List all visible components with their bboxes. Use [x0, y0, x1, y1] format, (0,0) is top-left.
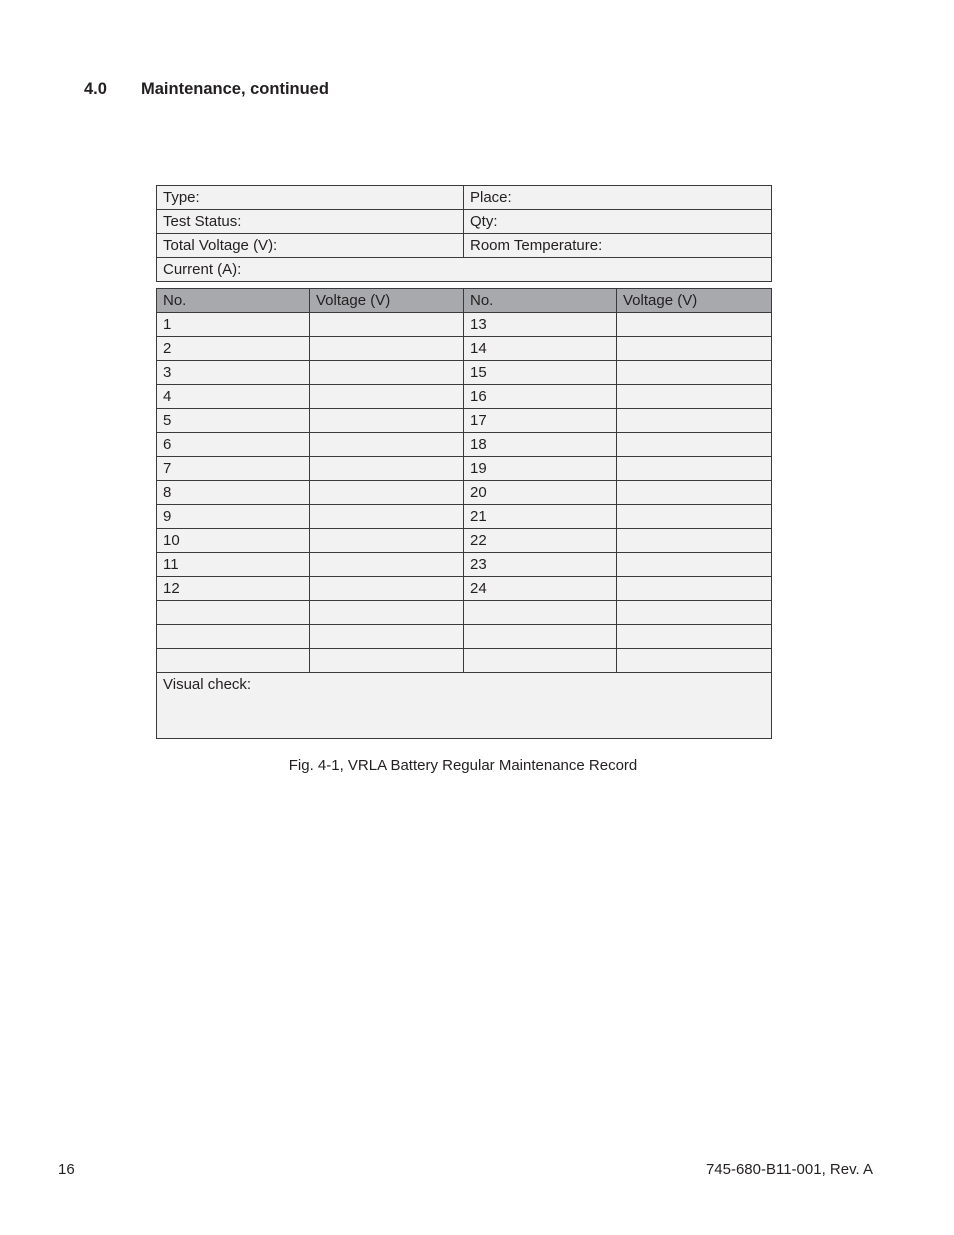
voltage-entry-cell [617, 313, 772, 337]
table-header-row [157, 289, 772, 313]
figure-caption: Fig. 4-1, VRLA Battery Regular Maintenance Record [288, 757, 638, 774]
cell-number: 12 [157, 577, 310, 601]
visual-check-label: Visual check: [157, 673, 772, 739]
cell-number [157, 601, 310, 625]
info-field-label: Place: [464, 186, 772, 210]
voltage-entry-cell [310, 625, 464, 649]
cell-number [157, 625, 310, 649]
voltage-entry-cell [310, 385, 464, 409]
visual-check-row [157, 673, 772, 739]
cell-number: 15 [464, 361, 617, 385]
table-row [157, 649, 772, 673]
voltage-entry-cell [617, 337, 772, 361]
section-heading [84, 80, 329, 99]
cell-number: 24 [464, 577, 617, 601]
table-row [157, 385, 772, 409]
column-header: No. [464, 289, 617, 313]
voltage-entry-cell [617, 385, 772, 409]
cell-number: 5 [157, 409, 310, 433]
cell-number: 16 [464, 385, 617, 409]
cell-number: 13 [464, 313, 617, 337]
table-row [157, 409, 772, 433]
table-row [157, 529, 772, 553]
table-row [157, 553, 772, 577]
info-row [157, 234, 772, 258]
info-row [157, 258, 772, 282]
table-row [157, 601, 772, 625]
voltage-entry-cell [310, 505, 464, 529]
cell-number: 4 [157, 385, 310, 409]
voltage-entry-cell [310, 553, 464, 577]
voltage-entry-cell [617, 577, 772, 601]
column-header: Voltage (V) [617, 289, 772, 313]
voltage-entry-cell [310, 601, 464, 625]
section-number: 4.0 [84, 80, 107, 98]
voltage-entry-cell [310, 337, 464, 361]
voltage-entry-cell [617, 457, 772, 481]
table-row [157, 577, 772, 601]
table-row [157, 505, 772, 529]
table-row [157, 481, 772, 505]
cell-number: 20 [464, 481, 617, 505]
cell-number: 6 [157, 433, 310, 457]
cell-number: 19 [464, 457, 617, 481]
voltage-entry-cell [310, 577, 464, 601]
table-row [157, 457, 772, 481]
voltage-entry-cell [617, 481, 772, 505]
voltage-entry-cell [617, 433, 772, 457]
info-field-label: Qty: [464, 210, 772, 234]
cell-voltage-table [156, 288, 772, 739]
column-header: Voltage (V) [310, 289, 464, 313]
table-row [157, 313, 772, 337]
current-field-label: Current (A): [157, 258, 772, 282]
cell-number: 17 [464, 409, 617, 433]
table-row [157, 361, 772, 385]
voltage-entry-cell [310, 433, 464, 457]
cell-number: 10 [157, 529, 310, 553]
voltage-entry-cell [617, 409, 772, 433]
cell-number: 9 [157, 505, 310, 529]
cell-number: 18 [464, 433, 617, 457]
cell-number: 2 [157, 337, 310, 361]
cell-number: 14 [464, 337, 617, 361]
table-row [157, 337, 772, 361]
voltage-entry-cell [617, 625, 772, 649]
voltage-entry-cell [310, 361, 464, 385]
info-row [157, 210, 772, 234]
page-number: 16 [58, 1161, 75, 1178]
voltage-entry-cell [310, 409, 464, 433]
info-row [157, 186, 772, 210]
cell-number [464, 601, 617, 625]
battery-info-table [156, 185, 772, 282]
voltage-entry-cell [310, 481, 464, 505]
info-field-label: Type: [157, 186, 464, 210]
table-row [157, 625, 772, 649]
info-field-label: Total Voltage (V): [157, 234, 464, 258]
voltage-entry-cell [310, 313, 464, 337]
cell-number: 1 [157, 313, 310, 337]
voltage-entry-cell [617, 553, 772, 577]
voltage-entry-cell [617, 649, 772, 673]
voltage-entry-cell [617, 505, 772, 529]
voltage-entry-cell [310, 529, 464, 553]
voltage-entry-cell [310, 649, 464, 673]
section-title: Maintenance, continued [141, 80, 329, 98]
document-number: 745-680-B11-001, Rev. A [705, 1161, 873, 1178]
column-header: No. [157, 289, 310, 313]
cell-number [464, 625, 617, 649]
voltage-entry-cell [617, 601, 772, 625]
cell-number [157, 649, 310, 673]
cell-number: 7 [157, 457, 310, 481]
voltage-entry-cell [310, 457, 464, 481]
info-field-label: Room Temperature: [464, 234, 772, 258]
voltage-entry-cell [617, 361, 772, 385]
cell-number [464, 649, 617, 673]
cell-number: 21 [464, 505, 617, 529]
cell-number: 8 [157, 481, 310, 505]
cell-number: 23 [464, 553, 617, 577]
cell-number: 3 [157, 361, 310, 385]
cell-number: 11 [157, 553, 310, 577]
table-row [157, 433, 772, 457]
info-field-label: Test Status: [157, 210, 464, 234]
voltage-entry-cell [617, 529, 772, 553]
cell-number: 22 [464, 529, 617, 553]
